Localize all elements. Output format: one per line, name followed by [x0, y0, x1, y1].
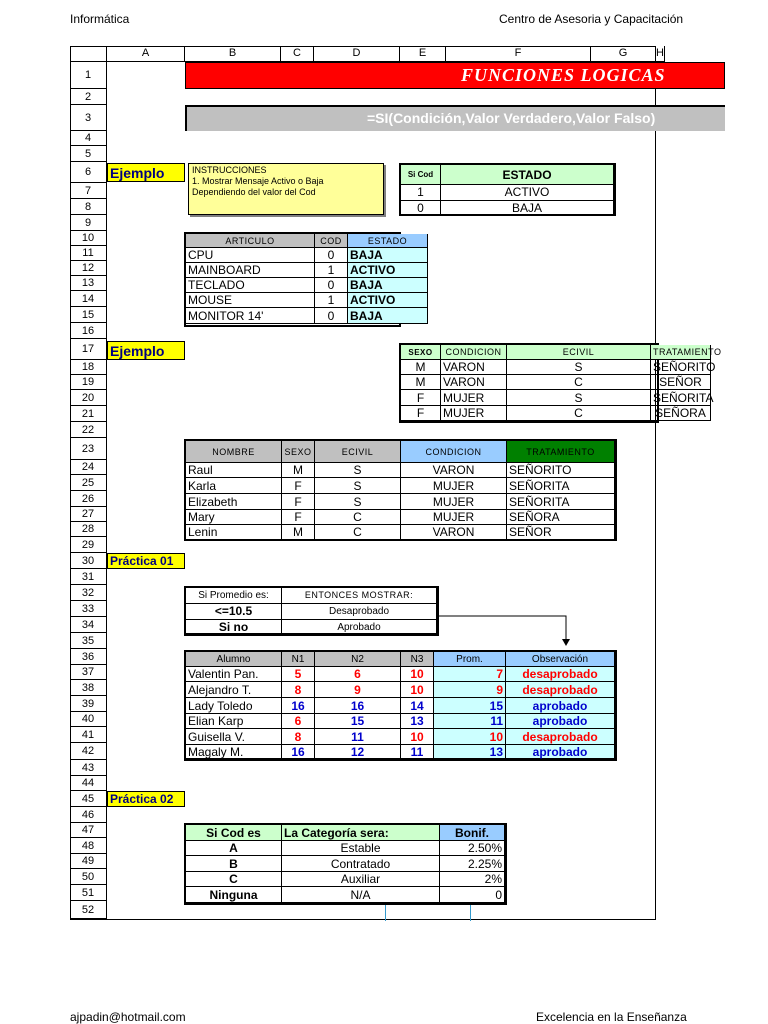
- alumnos-cell: 16: [282, 698, 315, 714]
- cond-header-left: Si Promedio es:: [186, 588, 282, 604]
- alumnos-cell: 15: [315, 714, 401, 729]
- row-header[interactable]: 33: [70, 601, 107, 617]
- nombre-header: TRATAMIENTO: [507, 441, 615, 463]
- nombre-cell: S: [315, 478, 401, 494]
- articulo-cell: 0: [315, 248, 348, 263]
- page-footer-right: Excelencia en la Enseñanza: [536, 1010, 687, 1024]
- cond-cell: <=10.5: [186, 604, 282, 620]
- categoria-cell: A: [186, 841, 282, 856]
- nombre-cell: SEÑORITA: [507, 494, 615, 510]
- instructions-line1: 1. Mostrar Mensaje Activo o Baja: [192, 176, 324, 186]
- alumnos-cell: 10: [401, 729, 434, 745]
- alumnos-cell: desaprobado: [506, 682, 615, 698]
- nombre-cell: F: [282, 478, 315, 494]
- row-header[interactable]: 42: [70, 743, 107, 760]
- tratamiento-legend-cell: M: [401, 360, 441, 375]
- instructions-title: INSTRUCCIONES: [192, 165, 267, 175]
- nombre-cell: MUJER: [401, 494, 507, 510]
- alumnos-header: Observación: [506, 652, 615, 667]
- alumnos-cell: 12: [315, 745, 401, 759]
- row-header[interactable]: 8: [70, 199, 107, 215]
- categoria-cell: Auxiliar: [282, 872, 440, 887]
- articulo-cell: ACTIVO: [348, 263, 428, 278]
- alumnos-header: N1: [282, 652, 315, 667]
- row-header[interactable]: 6: [70, 162, 107, 183]
- nombre-cell: Elizabeth: [186, 494, 282, 510]
- alumnos-cell: 16: [282, 745, 315, 759]
- row-header[interactable]: 10: [70, 231, 107, 246]
- alumnos-cell: 10: [401, 682, 434, 698]
- alumnos-cell: 8: [282, 729, 315, 745]
- row-header[interactable]: 38: [70, 680, 107, 696]
- categoria-cell: B: [186, 856, 282, 872]
- ejemplo2-label: Ejemplo: [107, 341, 185, 360]
- row-header[interactable]: 13: [70, 276, 107, 291]
- instructions-line2: Dependiendo del valor del Cod: [192, 187, 316, 197]
- instructions-box: [188, 163, 384, 215]
- nombre-cell: C: [315, 510, 401, 525]
- nombre-cell: VARON: [401, 463, 507, 478]
- articulo-cell: BAJA: [348, 308, 428, 324]
- nombre-cell: Mary: [186, 510, 282, 525]
- articulo-cell: 1: [315, 263, 348, 278]
- column-header-g[interactable]: G: [591, 46, 656, 62]
- categoria-cell: 2.50%: [440, 841, 505, 856]
- row-header[interactable]: 45: [70, 791, 107, 807]
- row-header[interactable]: 39: [70, 696, 107, 712]
- tratamiento-legend-cell: S: [507, 390, 651, 406]
- tratamiento-legend-table: [399, 343, 722, 423]
- nombre-cell: Lenin: [186, 525, 282, 540]
- nombre-header: NOMBRE: [186, 441, 282, 463]
- row-header[interactable]: 24: [70, 460, 107, 475]
- nombre-cell: SEÑORA: [507, 510, 615, 525]
- categoria-cell: 0: [440, 887, 505, 903]
- tratamiento-legend-header: SEXO: [401, 345, 441, 360]
- articulo-cell: MOUSE: [186, 293, 315, 308]
- row-header[interactable]: 29: [70, 537, 107, 553]
- tratamiento-legend-cell: SEÑORITA: [653, 391, 714, 405]
- spreadsheet: [70, 46, 722, 920]
- nombre-cell: SEÑOR: [507, 525, 615, 540]
- articulo-cell: 1: [315, 293, 348, 308]
- tratamiento-legend-cell: S: [507, 360, 651, 375]
- categoria-header: Bonif.: [440, 825, 505, 841]
- legend-header-sicod: Si Cod: [401, 165, 441, 185]
- articulo-cell: CPU: [186, 248, 315, 263]
- column-header-f[interactable]: F: [446, 46, 591, 62]
- articulo-cell: BAJA: [348, 248, 428, 263]
- nombre-cell: VARON: [401, 525, 507, 540]
- row-header[interactable]: 41: [70, 727, 107, 743]
- alumnos-cell: Elian Karp: [186, 714, 282, 729]
- legend-cell: ACTIVO: [441, 185, 614, 201]
- row-header[interactable]: 11: [70, 246, 107, 261]
- alumnos-cell: aprobado: [506, 745, 615, 759]
- nombre-cell: SEÑORITA: [507, 478, 615, 494]
- nombre-header: ECIVIL: [315, 441, 401, 463]
- row-header[interactable]: 35: [70, 633, 107, 649]
- nombre-table: [184, 439, 617, 541]
- tratamiento-legend-cell: VARON: [441, 360, 507, 375]
- alumnos-cell: 8: [282, 682, 315, 698]
- tratamiento-legend-cell: F: [401, 406, 441, 421]
- corner-cell[interactable]: [70, 46, 107, 62]
- tratamiento-legend-header: CONDICION: [441, 345, 507, 360]
- row-header[interactable]: 34: [70, 617, 107, 633]
- alumnos-cell: desaprobado: [506, 729, 615, 745]
- row-header[interactable]: 9: [70, 215, 107, 231]
- articulo-table: [184, 232, 408, 327]
- alumnos-cell: 16: [315, 698, 401, 714]
- row-header[interactable]: 25: [70, 475, 107, 491]
- nombre-cell: C: [315, 525, 401, 540]
- cell-marker: [470, 905, 471, 921]
- row-header[interactable]: 2: [70, 89, 107, 105]
- cell-marker: [385, 905, 386, 921]
- page-footer-left: ajpadin@hotmail.com: [70, 1010, 186, 1024]
- nombre-cell: MUJER: [401, 478, 507, 494]
- cond-cell: Aprobado: [282, 620, 437, 634]
- nombre-cell: S: [315, 463, 401, 478]
- tratamiento-legend-cell: SEÑOR: [651, 375, 711, 390]
- legend-cell: 1: [401, 185, 441, 201]
- alumnos-cell: 6: [282, 714, 315, 729]
- column-header-b[interactable]: B: [185, 46, 281, 62]
- articulo-cell: MAINBOARD: [186, 263, 315, 278]
- categoria-header: La Categoría sera:: [282, 825, 440, 841]
- alumnos-cell: 11: [401, 745, 434, 759]
- row-header[interactable]: 21: [70, 406, 107, 422]
- legend-cell: BAJA: [441, 201, 614, 216]
- articulo-cell: ACTIVO: [348, 293, 428, 308]
- row-header[interactable]: 49: [70, 854, 107, 869]
- alumnos-cell: 15: [434, 698, 506, 714]
- row-header[interactable]: 20: [70, 390, 107, 406]
- ejemplo1-label: Ejemplo: [107, 163, 185, 182]
- nombre-header: SEXO: [282, 441, 315, 463]
- tratamiento-legend-header: TRATAMIENTO: [651, 345, 711, 360]
- row-header[interactable]: 51: [70, 885, 107, 901]
- nombre-cell: F: [282, 494, 315, 510]
- alumnos-cell: Valentin Pan.: [186, 667, 282, 682]
- nombre-header: CONDICION: [401, 441, 507, 463]
- articulo-cell: BAJA: [348, 278, 428, 293]
- articulo-cell: TECLADO: [186, 278, 315, 293]
- row-header[interactable]: 19: [70, 375, 107, 390]
- categoria-cell: 2%: [440, 872, 505, 887]
- column-header-h[interactable]: H: [656, 46, 665, 62]
- practica01-label: Práctica 01: [107, 553, 185, 569]
- categoria-cell: Ninguna: [186, 887, 282, 903]
- column-header-a[interactable]: A: [107, 46, 185, 62]
- row-header[interactable]: 40: [70, 712, 107, 727]
- tratamiento-legend-cell: MUJER: [441, 390, 507, 406]
- alumnos-cell: Alejandro T.: [186, 682, 282, 698]
- alumnos-cell: Magaly M.: [186, 745, 282, 759]
- row-header[interactable]: 46: [70, 807, 107, 823]
- row-header[interactable]: 30: [70, 553, 107, 569]
- alumnos-table: [184, 650, 617, 761]
- row-header[interactable]: 28: [70, 522, 107, 537]
- row-header[interactable]: 14: [70, 291, 107, 307]
- tratamiento-legend-cell: MUJER: [441, 406, 507, 421]
- row-header[interactable]: 23: [70, 438, 107, 460]
- alumnos-cell: 9: [315, 682, 401, 698]
- tratamiento-legend-cell: SEÑORA: [651, 406, 711, 421]
- row-header[interactable]: 48: [70, 838, 107, 854]
- alumnos-cell: 10: [434, 729, 506, 745]
- nombre-cell: M: [282, 525, 315, 540]
- articulo-header: ARTICULO: [186, 234, 315, 248]
- formula-text: =SI(Condición,Valor Verdadero,Valor Falso): [367, 110, 656, 126]
- tratamiento-legend-cell: C: [507, 375, 651, 390]
- cond-cell: Desaprobado: [282, 604, 437, 620]
- categoria-cell: Contratado: [282, 856, 440, 872]
- alumnos-header: N3: [401, 652, 434, 667]
- cond-header-right: ENTONCES MOSTRAR:: [282, 588, 437, 604]
- row-header[interactable]: 12: [70, 261, 107, 276]
- articulo-cell: 0: [315, 278, 348, 293]
- categoria-cell: Estable: [282, 841, 440, 856]
- alumnos-header: N2: [315, 652, 401, 667]
- row-header[interactable]: 44: [70, 776, 107, 791]
- row-header[interactable]: 26: [70, 491, 107, 507]
- tratamiento-legend-cell: M: [401, 375, 441, 390]
- tratamiento-legend-cell: SEÑORITO: [653, 360, 716, 374]
- articulo-cell: 0: [315, 308, 348, 324]
- categoria-cell: 2.25%: [440, 856, 505, 872]
- alumnos-cell: 6: [315, 667, 401, 682]
- row-header[interactable]: 3: [70, 105, 107, 131]
- legend-header-estado: ESTADO: [441, 165, 614, 185]
- nombre-cell: MUJER: [401, 510, 507, 525]
- arrow-connector: [439, 611, 571, 647]
- nombre-cell: SEÑORITO: [507, 463, 615, 478]
- alumnos-cell: 10: [401, 667, 434, 682]
- alumnos-header: Prom.: [434, 652, 506, 667]
- categoria-header: Si Cod es: [186, 825, 282, 841]
- page-header-right: Centro de Asesoria y Capacitación: [499, 12, 684, 26]
- legend-cell: 0: [401, 201, 441, 216]
- row-header[interactable]: 7: [70, 183, 107, 199]
- row-header[interactable]: 32: [70, 585, 107, 601]
- alumnos-cell: 11: [315, 729, 401, 745]
- categoria-cell: N/A: [282, 887, 440, 903]
- row-header[interactable]: 17: [70, 339, 107, 360]
- alumnos-cell: aprobado: [506, 698, 615, 714]
- alumnos-cell: 7: [434, 667, 506, 682]
- title-text: FUNCIONES LOGICAS: [461, 65, 666, 85]
- alumnos-cell: Guisella V.: [186, 729, 282, 745]
- row-header[interactable]: 27: [70, 507, 107, 522]
- alumnos-cell: 9: [434, 682, 506, 698]
- practica02-label: Práctica 02: [107, 791, 185, 807]
- page-header-left: Informática: [70, 12, 130, 26]
- alumnos-cell: Lady Toledo: [186, 698, 282, 714]
- alumnos-cell: 14: [401, 698, 434, 714]
- row-header[interactable]: 52: [70, 901, 107, 919]
- categoria-cell: C: [186, 872, 282, 887]
- nombre-cell: S: [315, 494, 401, 510]
- row-header[interactable]: 37: [70, 665, 107, 680]
- nombre-cell: M: [282, 463, 315, 478]
- row-header[interactable]: 5: [70, 146, 107, 162]
- nombre-cell: Karla: [186, 478, 282, 494]
- promedio-condition-table: [184, 586, 439, 636]
- articulo-header: ESTADO: [348, 234, 428, 248]
- column-header-d[interactable]: D: [314, 46, 400, 62]
- column-header-e[interactable]: E: [400, 46, 446, 62]
- articulo-cell: MONITOR 14': [186, 308, 315, 324]
- row-header[interactable]: 36: [70, 649, 107, 665]
- row-header[interactable]: 47: [70, 823, 107, 838]
- row-header[interactable]: 15: [70, 307, 107, 323]
- ejemplo1-legend-table: [399, 163, 616, 216]
- tratamiento-legend-cell: VARON: [441, 375, 507, 390]
- row-header[interactable]: 50: [70, 869, 107, 885]
- categoria-table: [184, 823, 507, 905]
- tratamiento-legend-cell: C: [507, 406, 651, 421]
- row-header[interactable]: 18: [70, 360, 107, 375]
- alumnos-header: Alumno: [186, 652, 282, 667]
- row-header[interactable]: 4: [70, 131, 107, 146]
- tratamiento-legend-cell: F: [401, 390, 441, 406]
- nombre-cell: F: [282, 510, 315, 525]
- column-header-c[interactable]: C: [281, 46, 314, 62]
- alumnos-cell: 13: [434, 745, 506, 759]
- formula-banner: [185, 105, 725, 131]
- row-header[interactable]: 1: [70, 62, 107, 89]
- row-header[interactable]: 16: [70, 323, 107, 339]
- alumnos-cell: 5: [282, 667, 315, 682]
- row-header[interactable]: 43: [70, 760, 107, 776]
- alumnos-cell: aprobado: [506, 714, 615, 729]
- row-header[interactable]: 22: [70, 422, 107, 438]
- cond-cell: Si no: [186, 620, 282, 634]
- articulo-header: COD: [315, 234, 348, 248]
- tratamiento-legend-header: ECIVIL: [507, 345, 651, 360]
- alumnos-cell: 11: [434, 714, 506, 729]
- alumnos-cell: 13: [401, 714, 434, 729]
- alumnos-cell: desaprobado: [506, 667, 615, 682]
- nombre-cell: Raul: [186, 463, 282, 478]
- title-banner: [185, 62, 725, 89]
- row-header[interactable]: 31: [70, 569, 107, 585]
